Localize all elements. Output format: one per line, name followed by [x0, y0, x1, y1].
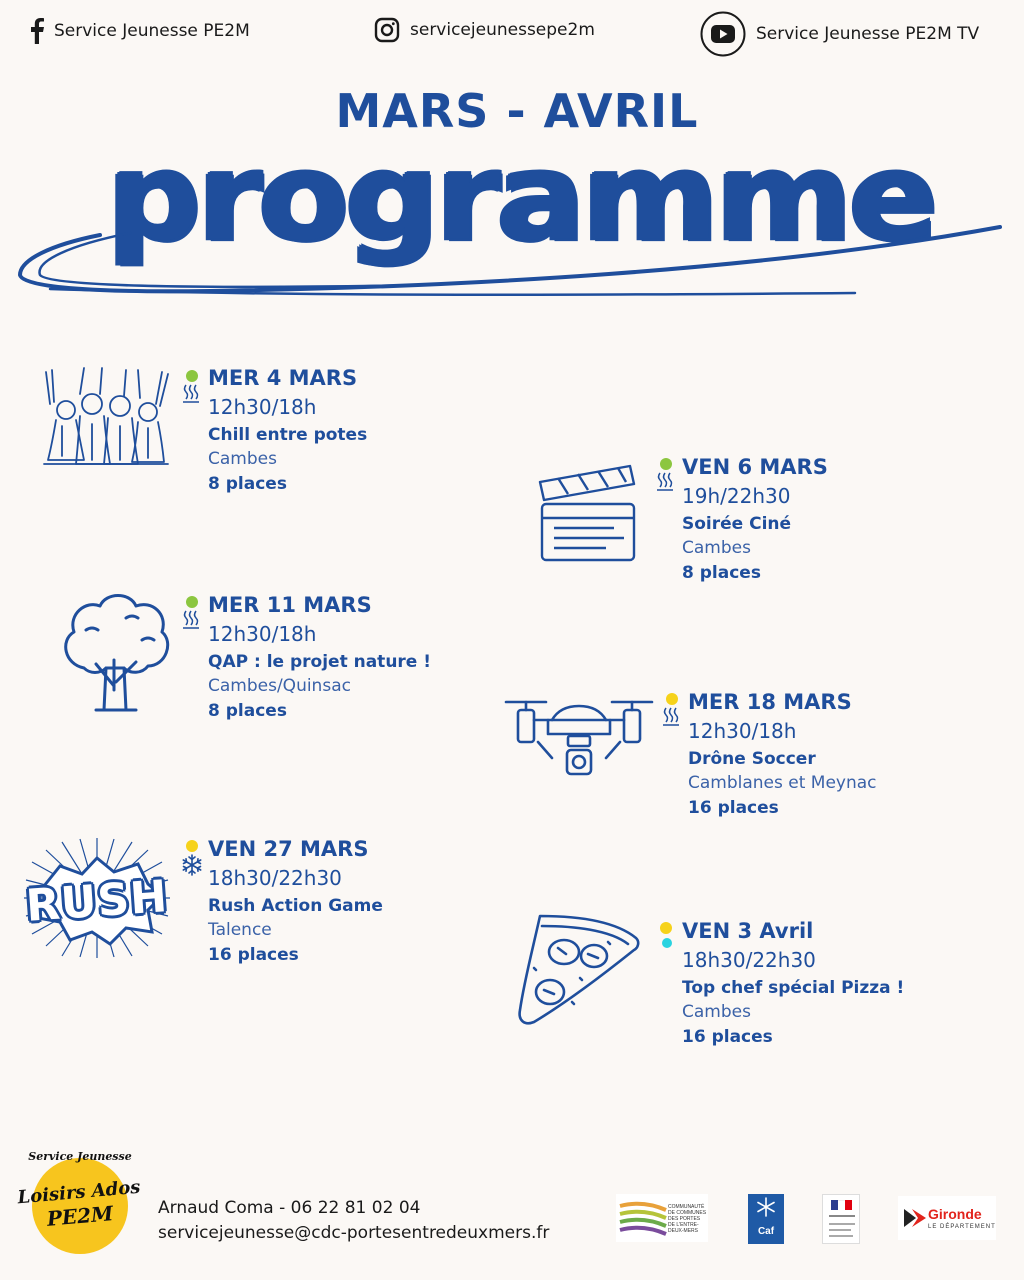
event-date: MER 4 MARS [208, 366, 358, 390]
friends-cheering-icon [40, 364, 172, 470]
event-3-dot [186, 596, 198, 608]
instagram-icon [374, 17, 400, 43]
caf-logo-text: Caf [757, 1226, 775, 1237]
cdc-logo-text: COMMUNAUTÉ DE COMMUNES DES PORTES DE L'ENTRE-DEUX-MERS [668, 1204, 707, 1234]
event-places: 16 places [208, 945, 299, 965]
page-title: programme [106, 126, 934, 268]
event-2[interactable] [682, 457, 828, 590]
event-location: Talence [208, 920, 272, 940]
instagram-label: servicejeunessepe2m [410, 20, 595, 40]
instagram-link[interactable] [374, 17, 595, 43]
event-name: Chill entre potes [208, 425, 368, 445]
event-places: 16 places [688, 798, 779, 818]
youtube-label: Service Jeunesse PE2M TV [756, 24, 980, 44]
event-4-dot [666, 693, 678, 705]
logo-line2: PE2M [45, 1201, 115, 1231]
event-4[interactable] [688, 692, 877, 825]
facebook-link[interactable] [30, 18, 250, 44]
event-6-dot [660, 922, 672, 934]
event-date: VEN 3 Avril [682, 919, 814, 943]
event-3[interactable] [208, 595, 431, 728]
gironde-logo-subtext: LE DÉPARTEMENT [928, 1224, 996, 1230]
event-2-dot [660, 458, 672, 470]
event-5[interactable] [208, 839, 383, 972]
event-date: MER 11 MARS [208, 593, 372, 617]
event-time: 19h/22h30 [682, 484, 791, 508]
event-location: Cambes [682, 538, 751, 558]
logo-top-text: Service Jeunesse [28, 1150, 132, 1163]
event-1-heat-icon [181, 383, 201, 403]
event-places: 16 places [682, 1027, 773, 1047]
event-1-dot [186, 370, 198, 382]
rush-badge-icon [22, 836, 172, 960]
event-time: 12h30/18h [208, 395, 317, 419]
event-time: 12h30/18h [208, 622, 317, 646]
event-name: QAP : le projet nature ! [208, 652, 432, 672]
event-location: Cambes [682, 1002, 751, 1022]
cdc-logo [616, 1194, 708, 1242]
event-date: MER 18 MARS [688, 690, 852, 714]
contact-name-phone[interactable]: Arnaud Coma - 06 22 81 02 04 [158, 1198, 421, 1218]
event-6-dot-2 [662, 938, 672, 948]
facebook-label: Service Jeunesse PE2M [54, 21, 250, 41]
event-date: VEN 27 MARS [208, 837, 369, 861]
republic-logo [822, 1194, 860, 1244]
event-5-dot [186, 840, 198, 852]
gironde-logo [898, 1196, 996, 1240]
event-4-heat-icon [661, 706, 681, 726]
event-6[interactable] [682, 921, 904, 1054]
event-2-heat-icon [655, 471, 675, 491]
youtube-link[interactable] [700, 11, 979, 57]
event-5-snowflake-icon [181, 854, 203, 876]
gironde-logo-text: Gironde [928, 1206, 982, 1222]
event-1[interactable] [208, 368, 367, 501]
event-location: Cambes [208, 449, 277, 469]
period-subtitle: MARS - AVRIL [335, 84, 699, 138]
event-time: 18h30/22h30 [682, 948, 816, 972]
event-places: 8 places [208, 474, 287, 494]
event-places: 8 places [682, 563, 761, 583]
event-time: 18h30/22h30 [208, 866, 342, 890]
facebook-icon [30, 18, 44, 44]
youtube-icon [700, 11, 746, 57]
caf-logo [748, 1194, 784, 1244]
logo-line1: Loisirs Ados [16, 1176, 142, 1209]
clapperboard-icon [536, 460, 640, 566]
contact-block [158, 1196, 549, 1246]
rush-badge-text: RUSH [24, 871, 170, 932]
event-name: Rush Action Game [208, 896, 383, 916]
contact-email[interactable]: servicejeunesse@cdc-portesentredeuxmers.fr [158, 1223, 550, 1243]
event-3-heat-icon [181, 609, 201, 629]
event-name: Soirée Ciné [682, 514, 792, 534]
event-location: Camblanes et Meynac [688, 773, 877, 793]
tree-icon [56, 590, 174, 716]
event-time: 12h30/18h [688, 719, 797, 743]
pizza-slice-icon [514, 912, 642, 1028]
event-name: Top chef spécial Pizza ! [682, 978, 905, 998]
loisirs-ados-logo [18, 1148, 140, 1256]
title-swoosh-decoration [10, 205, 1010, 305]
drone-icon [504, 694, 654, 782]
event-places: 8 places [208, 701, 287, 721]
event-location: Cambes/Quinsac [208, 676, 351, 696]
event-date: VEN 6 MARS [682, 455, 828, 479]
event-name: Drône Soccer [688, 749, 816, 769]
